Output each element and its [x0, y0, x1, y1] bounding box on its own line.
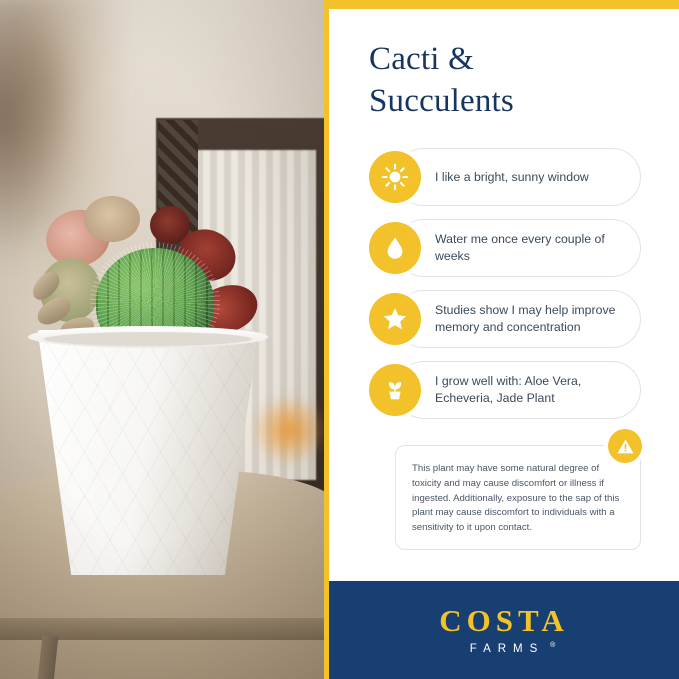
feature-label-water: Water me once every couple of weeks — [435, 232, 605, 264]
photo-vignette — [0, 0, 324, 679]
toxicity-warning-text: This plant may have some natural degree of toxicity and may cause discomfort or illness if ingested. Additionally, exposure to the sap of this plant may cause discomfort to individuals with a sensitivity to it upon contact. — [412, 463, 620, 533]
warning-icon — [608, 429, 642, 463]
feature-label-companions: I grow well with: Aloe Vera, Echeveria, Jade Plant — [435, 374, 582, 406]
brand-footer — [329, 581, 679, 679]
toxicity-warning — [395, 445, 641, 550]
feature-row-benefit — [369, 290, 655, 348]
feature-row-companions — [369, 361, 655, 419]
brand-logo-farms-text: FARMS — [469, 643, 545, 655]
brand-logo-costa: COSTA — [439, 603, 569, 638]
info-body — [329, 0, 679, 581]
feature-label-light: I like a bright, sunny window — [435, 169, 589, 184]
top-accent-bar — [329, 0, 679, 9]
feature-row-light — [369, 148, 655, 206]
info-panel — [329, 0, 679, 679]
feature-label-benefit: Studies show I may help improve memory and concentration — [435, 303, 616, 335]
plant-photo — [0, 0, 324, 679]
feature-row-water — [369, 219, 655, 277]
page-title: Cacti & Succulents — [369, 41, 514, 120]
registered-mark: ® — [550, 642, 556, 649]
brand-logo-farms — [464, 642, 556, 655]
